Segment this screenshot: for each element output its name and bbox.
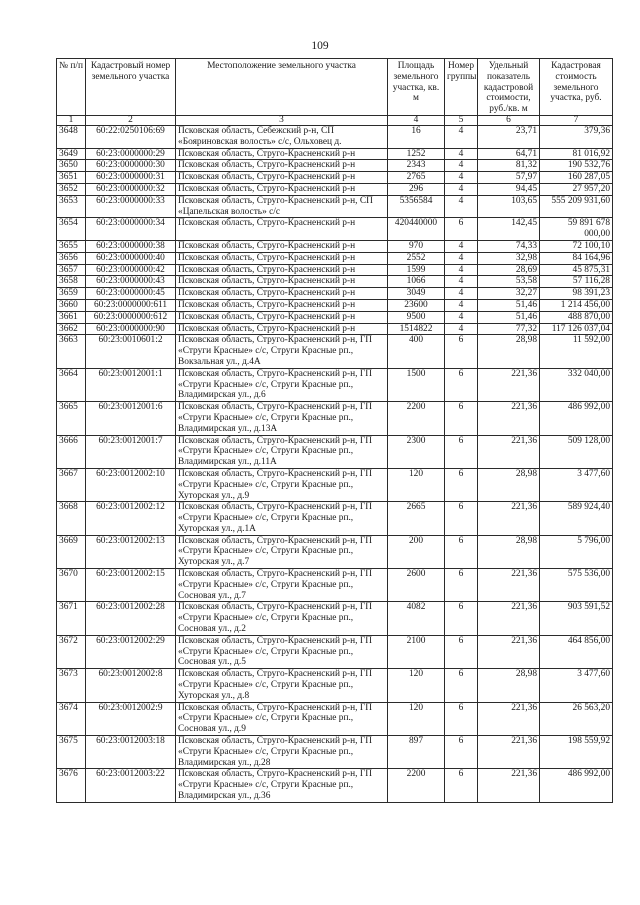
- table-row: [57, 635, 613, 668]
- specific-value: 28,98: [478, 468, 540, 501]
- location: Псковская область, Струго-Красненский р-н: [176, 148, 388, 160]
- location: Псковская область, Струго-Красненский р-н: [176, 288, 388, 300]
- page-number: 109: [311, 40, 329, 52]
- row-number: 3653: [57, 195, 86, 218]
- group-number: 6: [445, 218, 478, 241]
- header-location: Местоположение земельного участка: [176, 59, 388, 116]
- table-row: [57, 183, 613, 195]
- specific-value: 64,71: [478, 148, 540, 160]
- cadastral-number: 60:23:0000000:32: [86, 183, 176, 195]
- group-number: 6: [445, 535, 478, 568]
- cadastral-number: 60:23:0012002:9: [86, 702, 176, 735]
- header-specific-value: Удельный показатель кадастровой стоимости, руб./кв. м: [478, 59, 540, 116]
- group-number: 6: [445, 635, 478, 668]
- row-number: 3648: [57, 126, 86, 149]
- location: Псковская область, Струго-Красненский р-н: [176, 240, 388, 252]
- row-number: 3661: [57, 311, 86, 323]
- specific-value: 221,36: [478, 368, 540, 401]
- row-number: 3671: [57, 602, 86, 635]
- specific-value: 32,98: [478, 252, 540, 264]
- cadastral-value: 117 126 037,04: [540, 323, 613, 335]
- cadastral-number: 60:23:0012002:12: [86, 502, 176, 535]
- column-number-row: [57, 116, 613, 126]
- column-number: 3: [176, 116, 388, 126]
- location: Псковская область, Струго-Красненский р-н: [176, 172, 388, 184]
- cadastral-number: 60:23:0000000:33: [86, 195, 176, 218]
- cadastral-number: 60:23:0012002:8: [86, 669, 176, 702]
- cadastral-value: 72 100,10: [540, 240, 613, 252]
- location: Псковская область, Струго-Красненский р-н, ГП «Струги Красные» с/с, Струги Красные рп., Хуторская ул., д.1А: [176, 502, 388, 535]
- specific-value: 51,46: [478, 299, 540, 311]
- row-number: 3649: [57, 148, 86, 160]
- header-group: Номер группы: [445, 59, 478, 116]
- specific-value: 221,36: [478, 402, 540, 435]
- table-row: [57, 323, 613, 335]
- cadastral-value: 486 992,00: [540, 402, 613, 435]
- location: Псковская область, Струго-Красненский р-н, ГП «Струги Красные» с/с, Струги Красные рп., Сосновая ул., д.2: [176, 602, 388, 635]
- column-number: 1: [57, 116, 86, 126]
- location: Псковская область, Струго-Красненский р-н: [176, 264, 388, 276]
- table-row: [57, 299, 613, 311]
- column-number: 2: [86, 116, 176, 126]
- location: Псковская область, Струго-Красненский р-н: [176, 183, 388, 195]
- column-number: 5: [445, 116, 478, 126]
- specific-value: 221,36: [478, 502, 540, 535]
- table-row: [57, 535, 613, 568]
- specific-value: 81,32: [478, 160, 540, 172]
- area: 3049: [388, 288, 445, 300]
- area: 2343: [388, 160, 445, 172]
- location: Псковская область, Струго-Красненский р-н, ГП «Струги Красные» с/с, Струги Красные рп., Хуторская ул., д.8: [176, 669, 388, 702]
- location: Псковская область, Струго-Красненский р-н, ГП «Струги Красные» с/с, Струги Красные рп., Владимирская ул., д.13А: [176, 402, 388, 435]
- cadastral-value: 3 477,60: [540, 669, 613, 702]
- cadastral-number: 60:23:0012001:7: [86, 435, 176, 468]
- row-number: 3651: [57, 172, 86, 184]
- area: 23600: [388, 299, 445, 311]
- group-number: 4: [445, 172, 478, 184]
- cadastral-number: 60:23:0012003:22: [86, 769, 176, 802]
- row-number: 3654: [57, 218, 86, 241]
- specific-value: 221,36: [478, 569, 540, 602]
- location: Псковская область, Струго-Красненский р-н, ГП «Струги Красные» с/с, Струги Красные рп., Хуторская ул., д.9: [176, 468, 388, 501]
- location: Псковская область, Струго-Красненский р-н, ГП «Струги Красные» с/с, Струги Красные рп., Сосновая ул., д.5: [176, 635, 388, 668]
- specific-value: 74,33: [478, 240, 540, 252]
- cadastral-number: 60:23:0000000:43: [86, 276, 176, 288]
- row-number: 3655: [57, 240, 86, 252]
- group-number: 6: [445, 736, 478, 769]
- cadastral-value: 486 992,00: [540, 769, 613, 802]
- table-row: [57, 264, 613, 276]
- area: 120: [388, 468, 445, 501]
- cadastral-number: 60:23:0000000:42: [86, 264, 176, 276]
- group-number: 6: [445, 468, 478, 501]
- table-row: [57, 502, 613, 535]
- group-number: 4: [445, 183, 478, 195]
- group-number: 6: [445, 769, 478, 802]
- cadastral-value: 198 559,92: [540, 736, 613, 769]
- column-number: 4: [388, 116, 445, 126]
- cadastral-number: 60:23:0000000:38: [86, 240, 176, 252]
- area: 400: [388, 335, 445, 368]
- specific-value: 32,27: [478, 288, 540, 300]
- cadastral-value: 332 040,00: [540, 368, 613, 401]
- location: Псковская область, Струго-Красненский р-н, ГП «Струги Красные» с/с, Струги Красные рп., Хуторская ул., д.7: [176, 535, 388, 568]
- cadastral-number: 60:23:0000000:40: [86, 252, 176, 264]
- group-number: 6: [445, 669, 478, 702]
- row-number: 3652: [57, 183, 86, 195]
- cadastral-value: 45 875,31: [540, 264, 613, 276]
- cadastral-number: 60:23:0000000:90: [86, 323, 176, 335]
- area: 2300: [388, 435, 445, 468]
- cadastral-value: 5 796,00: [540, 535, 613, 568]
- table-row: [57, 435, 613, 468]
- specific-value: 221,36: [478, 602, 540, 635]
- area: 200: [388, 535, 445, 568]
- cadastral-number: 60:23:0000000:29: [86, 148, 176, 160]
- group-number: 4: [445, 288, 478, 300]
- specific-value: 57,97: [478, 172, 540, 184]
- area: 2665: [388, 502, 445, 535]
- table-row: [57, 252, 613, 264]
- location: Псковская область, Струго-Красненский р-н, ГП «Струги Красные» с/с, Струги Красные рп., Сосновая ул., д.7: [176, 569, 388, 602]
- cadastral-value: 509 128,00: [540, 435, 613, 468]
- row-number: 3658: [57, 276, 86, 288]
- location: Псковская область, Струго-Красненский р-н: [176, 218, 388, 241]
- table-row: [57, 240, 613, 252]
- row-number: 3660: [57, 299, 86, 311]
- specific-value: 142,45: [478, 218, 540, 241]
- specific-value: 221,36: [478, 736, 540, 769]
- group-number: 6: [445, 502, 478, 535]
- table-row: [57, 402, 613, 435]
- row-number: 3667: [57, 468, 86, 501]
- area: 1599: [388, 264, 445, 276]
- group-number: 4: [445, 264, 478, 276]
- location: Псковская область, Струго-Красненский р-н, ГП «Струги Красные» с/с, Струги Красные рп., Сосновая ул., д.9: [176, 702, 388, 735]
- cadastral-number: 60:23:0000000:31: [86, 172, 176, 184]
- group-number: 4: [445, 126, 478, 149]
- row-number: 3664: [57, 368, 86, 401]
- cadastral-value: 1 214 456,00: [540, 299, 613, 311]
- row-number: 3657: [57, 264, 86, 276]
- group-number: 6: [445, 602, 478, 635]
- table-row: [57, 602, 613, 635]
- table-row: [57, 368, 613, 401]
- cadastral-value: 190 532,76: [540, 160, 613, 172]
- specific-value: 221,36: [478, 635, 540, 668]
- specific-value: 221,36: [478, 702, 540, 735]
- table-row: [57, 218, 613, 241]
- specific-value: 103,65: [478, 195, 540, 218]
- table-row: [57, 172, 613, 184]
- specific-value: 28,98: [478, 335, 540, 368]
- group-number: 4: [445, 195, 478, 218]
- cadastral-value: 84 164,96: [540, 252, 613, 264]
- cadastral-number: 60:23:0012002:28: [86, 602, 176, 635]
- area: 2100: [388, 635, 445, 668]
- area: 2200: [388, 769, 445, 802]
- specific-value: 94,45: [478, 183, 540, 195]
- table-row: [57, 335, 613, 368]
- cadastral-value: 488 870,00: [540, 311, 613, 323]
- group-number: 6: [445, 335, 478, 368]
- cadastral-number: 60:23:0012002:15: [86, 569, 176, 602]
- table-row: [57, 769, 613, 802]
- area: 5356584: [388, 195, 445, 218]
- cadastral-number: 60:23:0000000:612: [86, 311, 176, 323]
- area: 2200: [388, 402, 445, 435]
- table-row: [57, 311, 613, 323]
- specific-value: 221,36: [478, 435, 540, 468]
- location: Псковская область, Струго-Красненский р-н: [176, 160, 388, 172]
- cadastral-value: 903 591,52: [540, 602, 613, 635]
- area: 1514822: [388, 323, 445, 335]
- cadastral-value: 11 592,00: [540, 335, 613, 368]
- location: Псковская область, Струго-Красненский р-н, ГП «Струги Красные» с/с, Струги Красные рп., Вокзальная ул., д.4А: [176, 335, 388, 368]
- row-number: 3650: [57, 160, 86, 172]
- row-number: 3659: [57, 288, 86, 300]
- specific-value: 28,98: [478, 535, 540, 568]
- group-number: 6: [445, 402, 478, 435]
- group-number: 4: [445, 323, 478, 335]
- specific-value: 77,32: [478, 323, 540, 335]
- cadastral-value: 589 924,40: [540, 502, 613, 535]
- group-number: 4: [445, 160, 478, 172]
- specific-value: 23,71: [478, 126, 540, 149]
- cadastral-value: 26 563,20: [540, 702, 613, 735]
- header-cadastral-number: Кадастровый номер земельного участка: [86, 59, 176, 116]
- cadastral-value: 160 287,05: [540, 172, 613, 184]
- cadastral-number: 60:22:0250106:69: [86, 126, 176, 149]
- row-number: 3662: [57, 323, 86, 335]
- table-row: [57, 702, 613, 735]
- row-number: 3672: [57, 635, 86, 668]
- cadastral-number: 60:23:0010601:2: [86, 335, 176, 368]
- header-cadastral-value: Кадастровая стоимость земельного участка, руб.: [540, 59, 613, 116]
- cadastral-number: 60:23:0012002:29: [86, 635, 176, 668]
- area: 420440000: [388, 218, 445, 241]
- table-row: [57, 569, 613, 602]
- cadastral-value: 98 391,23: [540, 288, 613, 300]
- location: Псковская область, Струго-Красненский р-н: [176, 276, 388, 288]
- table-row: [57, 736, 613, 769]
- table-row: [57, 195, 613, 218]
- location: Псковская область, Струго-Красненский р-н, ГП «Струги Красные» с/с, Струги Красные рп., Владимирская ул., д.11А: [176, 435, 388, 468]
- location: Псковская область, Струго-Красненский р-н: [176, 311, 388, 323]
- area: 9500: [388, 311, 445, 323]
- specific-value: 53,58: [478, 276, 540, 288]
- cadastral-value: 59 891 678 000,00: [540, 218, 613, 241]
- cadastral-value: 3 477,60: [540, 468, 613, 501]
- cadastral-number: 60:23:0012001:6: [86, 402, 176, 435]
- cadastral-value: 555 209 931,60: [540, 195, 613, 218]
- area: 1252: [388, 148, 445, 160]
- row-number: 3675: [57, 736, 86, 769]
- area: 296: [388, 183, 445, 195]
- cadastral-number: 60:23:0000000:45: [86, 288, 176, 300]
- area: 120: [388, 669, 445, 702]
- cadastral-value: 575 536,00: [540, 569, 613, 602]
- area: 897: [388, 736, 445, 769]
- row-number: 3674: [57, 702, 86, 735]
- row-number: 3669: [57, 535, 86, 568]
- location: Псковская область, Себежский р-н, СП «Бояриновская волость» с/с, Ольховец д.: [176, 126, 388, 149]
- cadastral-value-table: [56, 58, 613, 803]
- area: 970: [388, 240, 445, 252]
- cadastral-number: 60:23:0000000:34: [86, 218, 176, 241]
- table-row: [57, 148, 613, 160]
- group-number: 4: [445, 276, 478, 288]
- location: Псковская область, Струго-Красненский р-н: [176, 323, 388, 335]
- header-num: № п/п: [57, 59, 86, 116]
- table-row: [57, 288, 613, 300]
- group-number: 6: [445, 368, 478, 401]
- area: 1066: [388, 276, 445, 288]
- cadastral-number: 60:23:0012002:13: [86, 535, 176, 568]
- cadastral-number: 60:23:0012002:10: [86, 468, 176, 501]
- group-number: 6: [445, 569, 478, 602]
- area: 2600: [388, 569, 445, 602]
- cadastral-value: 81 016,92: [540, 148, 613, 160]
- row-number: 3663: [57, 335, 86, 368]
- location: Псковская область, Струго-Красненский р-н, ГП «Струги Красные» с/с, Струги Красные рп., Владимирская ул., д.28: [176, 736, 388, 769]
- specific-value: 28,98: [478, 669, 540, 702]
- group-number: 4: [445, 311, 478, 323]
- cadastral-number: 60:23:0012001:1: [86, 368, 176, 401]
- area: 2552: [388, 252, 445, 264]
- table-header-row: [57, 59, 613, 116]
- area: 16: [388, 126, 445, 149]
- table-body: [57, 126, 613, 803]
- location: Псковская область, Струго-Красненский р-н, СП «Цапельская волость» с/с: [176, 195, 388, 218]
- location: Псковская область, Струго-Красненский р-н, ГП «Струги Красные» с/с, Струги Красные рп., Владимирская ул., д.6: [176, 368, 388, 401]
- area: 120: [388, 702, 445, 735]
- row-number: 3676: [57, 769, 86, 802]
- specific-value: 51,46: [478, 311, 540, 323]
- cadastral-value: 379,36: [540, 126, 613, 149]
- column-number: 7: [540, 116, 613, 126]
- group-number: 4: [445, 299, 478, 311]
- group-number: 6: [445, 435, 478, 468]
- cadastral-value: 27 957,20: [540, 183, 613, 195]
- cadastral-number: 60:23:0000000:611: [86, 299, 176, 311]
- column-number: 6: [478, 116, 540, 126]
- group-number: 6: [445, 702, 478, 735]
- cadastral-number: 60:23:0000000:30: [86, 160, 176, 172]
- area: 1500: [388, 368, 445, 401]
- table-row: [57, 468, 613, 501]
- row-number: 3670: [57, 569, 86, 602]
- row-number: 3666: [57, 435, 86, 468]
- table-row: [57, 160, 613, 172]
- specific-value: 221,36: [478, 769, 540, 802]
- area: 2765: [388, 172, 445, 184]
- table-row: [57, 126, 613, 149]
- location: Псковская область, Струго-Красненский р-н, ГП «Струги Красные» с/с, Струги Красные рп., Владимирская ул., д.36: [176, 769, 388, 802]
- specific-value: 28,69: [478, 264, 540, 276]
- location: Псковская область, Струго-Красненский р-н: [176, 252, 388, 264]
- header-area: Площадь земельного участка, кв. м: [388, 59, 445, 116]
- table-row: [57, 276, 613, 288]
- area: 4082: [388, 602, 445, 635]
- group-number: 4: [445, 148, 478, 160]
- group-number: 4: [445, 240, 478, 252]
- cadastral-value: 464 856,00: [540, 635, 613, 668]
- group-number: 4: [445, 252, 478, 264]
- row-number: 3668: [57, 502, 86, 535]
- row-number: 3665: [57, 402, 86, 435]
- table-row: [57, 669, 613, 702]
- cadastral-number: 60:23:0012003:18: [86, 736, 176, 769]
- cadastral-value: 57 116,28: [540, 276, 613, 288]
- location: Псковская область, Струго-Красненский р-н: [176, 299, 388, 311]
- row-number: 3656: [57, 252, 86, 264]
- row-number: 3673: [57, 669, 86, 702]
